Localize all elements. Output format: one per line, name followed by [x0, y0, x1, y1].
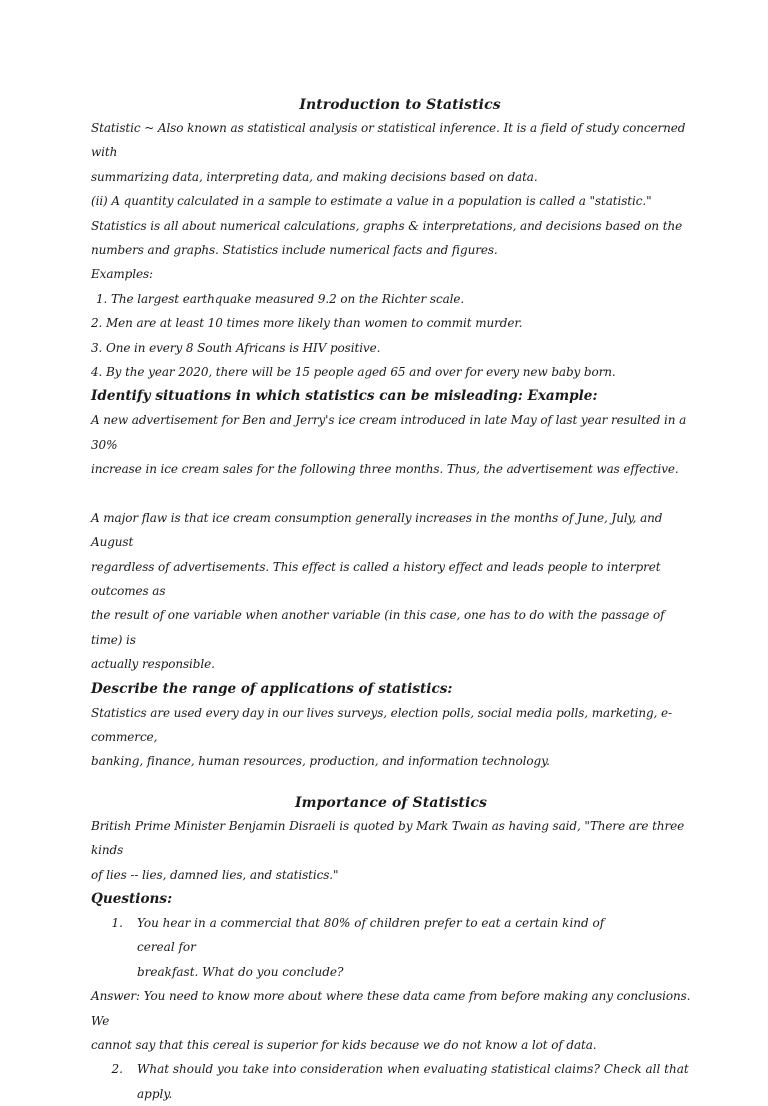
question-text: What should you take into consideration when evaluating statistical claims? Check all that apply.	[137, 1062, 689, 1101]
flaw-line: A major flaw is that ice cream consumption generally increases in the months of June, July, and August	[91, 510, 663, 550]
questions-heading: Questions:	[91, 890, 173, 907]
importance-line: British Prime Minister Benjamin Disraeli is quoted by Mark Twain as having said, "There are three kinds	[91, 818, 685, 858]
example-item: 3. One in every 8 South Africans is HIV positive.	[91, 340, 381, 355]
question-text	[123, 911, 637, 984]
misleading-heading: Identify situations in which statistics can be misleading: Example:	[91, 388, 598, 405]
intro-line: summarizing data, interpreting data, and making decisions based on data.	[91, 169, 538, 184]
question-2	[91, 1057, 691, 1106]
applications-line: banking, finance, human resources, production, and information technology.	[91, 754, 550, 769]
misleading-line: increase in ice cream sales for the following three months. Thus, the advertisement was effective.	[91, 462, 679, 477]
misleading-line: A new advertisement for Ben and Jerry's ice cream introduced in late May of last year resulted in a 30%	[91, 413, 687, 452]
examples-label: Examples:	[91, 267, 153, 282]
example-item: 4. By the year 2020, there will be 15 people aged 65 and over for every new baby born.	[91, 365, 616, 380]
question-number: 1.	[111, 915, 123, 930]
question-number: 2.	[111, 1062, 123, 1077]
blank-line	[91, 482, 691, 506]
flaw-line: the result of one variable when another variable (in this case, one has to do with the passage of time) is	[91, 608, 665, 647]
intro-line: (ii) A quantity calculated in a sample to estimate a value in a population is called a "statistic."	[91, 194, 652, 209]
example-item: 1. The largest earthquake measured 9.2 on the Richter scale.	[96, 291, 465, 306]
importance-line: of lies -- lies, damned lies, and statistics."	[91, 867, 339, 882]
question-line: breakfast. What do you conclude?	[137, 964, 344, 979]
intro-line: numbers and graphs. Statistics include numerical facts and figures.	[91, 243, 498, 258]
flaw-line: regardless of advertisements. This effect is called a history effect and leads people to interpret outcomes as	[91, 559, 661, 598]
question-line: You hear in a commercial that 80% of children prefer to eat a certain kind of cereal for	[137, 915, 605, 955]
flaw-line: actually responsible.	[91, 657, 215, 672]
importance-title: Importance of Statistics	[294, 794, 488, 811]
applications-line: Statistics are used every day in our lives surveys, election polls, social media polls, marketing, e-commerce,	[91, 705, 672, 744]
answer-line: Answer: You need to know more about where these data came from before making any conclusions. We	[91, 989, 691, 1028]
answer-line: cannot say that this cereal is superior for kids because we do not know a lot of data.	[91, 1038, 597, 1052]
question-1	[91, 911, 691, 984]
intro-line: Statistic ~ Also known as statistical analysis or statistical inference. It is a field of study concerned with	[91, 121, 686, 160]
intro-line: Statistics is all about numerical calculations, graphs & interpretations, and decisions based on the	[91, 218, 683, 233]
example-item: 2. Men are at least 10 times more likely than women to commit murder.	[91, 316, 523, 331]
applications-heading: Describe the range of applications of statistics:	[91, 680, 453, 697]
document-body	[91, 94, 691, 1106]
intro-title: Introduction to Statistics	[299, 97, 501, 113]
